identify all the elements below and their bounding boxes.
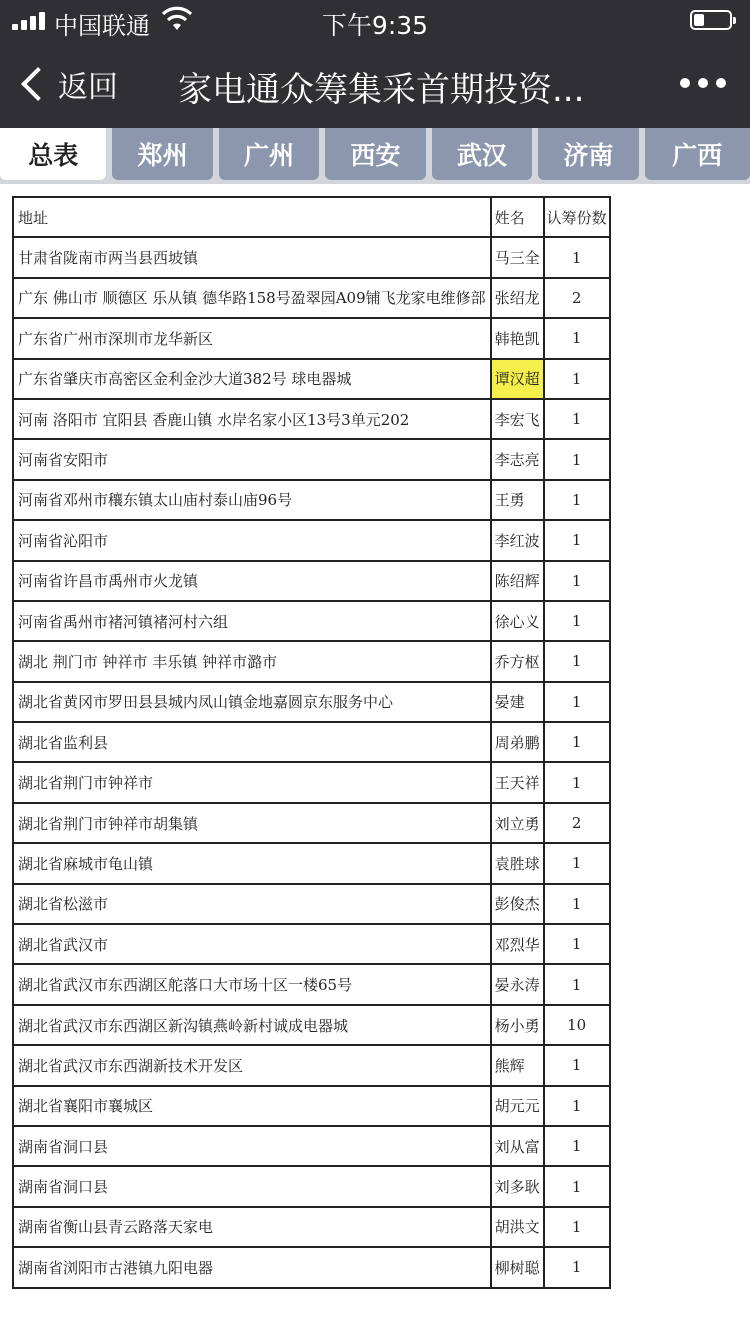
table-row (13, 682, 610, 722)
shares-cell[interactable]: 1 (544, 1207, 610, 1247)
shares-cell[interactable]: 1 (544, 722, 610, 762)
name-cell[interactable]: 晏建 (491, 682, 544, 722)
table-header-row (13, 197, 610, 237)
table-row (13, 520, 610, 560)
shares-cell[interactable]: 1 (544, 843, 610, 883)
name-cell[interactable]: 胡元元 (491, 1086, 544, 1126)
shares-cell[interactable]: 1 (544, 924, 610, 964)
back-button[interactable] (18, 60, 118, 108)
shares-cell[interactable]: 1 (544, 480, 610, 520)
name-cell[interactable]: 谭汉超 (491, 359, 544, 399)
table-row (13, 964, 610, 1004)
shares-cell[interactable]: 1 (544, 1045, 610, 1085)
address-cell[interactable]: 湖南省浏阳市古港镇九阳电器 (13, 1247, 491, 1287)
address-cell[interactable]: 湖南省洞口县 (13, 1126, 491, 1166)
table-row (13, 843, 610, 883)
spreadsheet[interactable] (12, 196, 611, 1289)
name-cell[interactable]: 熊辉 (491, 1045, 544, 1085)
address-cell[interactable]: 河南省许昌市禹州市火龙镇 (13, 561, 491, 601)
address-cell[interactable]: 河南省禹州市褚河镇褚河村六组 (13, 601, 491, 641)
address-cell[interactable]: 湖北省荆门市钟祥市 (13, 762, 491, 802)
name-cell[interactable]: 李志亮 (491, 439, 544, 479)
address-cell[interactable]: 湖北省黄冈市罗田县县城内凤山镇金地嘉圆京东服务中心 (13, 682, 491, 722)
status-time: 下午9:35 (321, 11, 429, 40)
table-row (13, 884, 610, 924)
address-cell[interactable]: 湖南省衡山县青云路落天家电 (13, 1207, 491, 1247)
name-cell[interactable]: 刘多耿 (491, 1166, 544, 1206)
name-cell[interactable]: 韩艳凯 (491, 318, 544, 358)
shares-cell[interactable]: 1 (544, 520, 610, 560)
address-cell[interactable]: 湖北省武汉市东西湖区新沟镇燕岭新村诚成电器城 (13, 1005, 491, 1045)
shares-cell[interactable]: 1 (544, 1086, 610, 1126)
shares-cell[interactable]: 1 (544, 641, 610, 681)
address-cell[interactable]: 湖北省监利县 (13, 722, 491, 762)
address-cell[interactable]: 河南 洛阳市 宜阳县 香鹿山镇 水岸名家小区13号3单元202 (13, 399, 491, 439)
table-row (13, 641, 610, 681)
address-cell[interactable]: 河南省沁阳市 (13, 520, 491, 560)
shares-cell[interactable]: 1 (544, 359, 610, 399)
shares-cell[interactable]: 1 (544, 1126, 610, 1166)
status-bar (0, 0, 750, 40)
name-cell[interactable]: 徐心义 (491, 601, 544, 641)
page-title: 家电通众筹集采首期投资... (178, 70, 585, 110)
address-cell[interactable]: 湖北省武汉市东西湖新技术开发区 (13, 1045, 491, 1085)
shares-cell[interactable]: 1 (544, 318, 610, 358)
tab-xian[interactable]: 西安 (325, 128, 425, 180)
shares-cell[interactable]: 1 (544, 682, 610, 722)
top-bar (0, 0, 750, 128)
name-cell[interactable]: 马三全 (491, 237, 544, 277)
table-row (13, 1247, 610, 1287)
chevron-left-icon (21, 67, 55, 101)
table-row (13, 1005, 610, 1045)
table-row (13, 439, 610, 479)
address-cell[interactable]: 甘肃省陇南市两当县西坡镇 (13, 237, 491, 277)
tab-zhengzhou[interactable]: 郑州 (112, 128, 212, 180)
header-name[interactable]: 姓名 (491, 197, 544, 237)
address-cell[interactable]: 湖北省荆门市钟祥市胡集镇 (13, 803, 491, 843)
name-cell[interactable]: 袁胜球 (491, 843, 544, 883)
more-icon[interactable] (680, 78, 726, 88)
shares-cell[interactable]: 1 (544, 439, 610, 479)
table-row (13, 1086, 610, 1126)
name-cell[interactable]: 陈绍辉 (491, 561, 544, 601)
address-cell[interactable]: 湖南省洞口县 (13, 1166, 491, 1206)
shares-cell[interactable]: 1 (544, 1247, 610, 1287)
address-cell[interactable]: 广东省广州市深圳市龙华新区 (13, 318, 491, 358)
table-row (13, 1207, 610, 1247)
name-cell[interactable]: 邓烈华 (491, 924, 544, 964)
name-cell[interactable]: 胡洪文 (491, 1207, 544, 1247)
table-row (13, 1045, 610, 1085)
address-cell[interactable]: 湖北省麻城市龟山镇 (13, 843, 491, 883)
table-row (13, 1166, 610, 1206)
name-cell[interactable]: 杨小勇 (491, 1005, 544, 1045)
name-cell[interactable]: 王天祥 (491, 762, 544, 802)
address-cell[interactable]: 湖北省武汉市 (13, 924, 491, 964)
table-row (13, 762, 610, 802)
table-row (13, 359, 610, 399)
name-cell[interactable]: 王勇 (491, 480, 544, 520)
tab-wuhan[interactable]: 武汉 (432, 128, 532, 180)
name-cell[interactable]: 刘立勇 (491, 803, 544, 843)
table-row (13, 924, 610, 964)
tab-guangxi[interactable]: 广西 (645, 128, 750, 180)
shares-cell[interactable]: 1 (544, 601, 610, 641)
address-cell[interactable]: 湖北省武汉市东西湖区舵落口大市场十区一楼65号 (13, 964, 491, 1004)
table-row (13, 561, 610, 601)
tab-jinan[interactable]: 济南 (538, 128, 638, 180)
back-label: 返回 (58, 70, 118, 105)
address-cell[interactable]: 河南省安阳市 (13, 439, 491, 479)
data-table (12, 196, 611, 1289)
table-row (13, 803, 610, 843)
tab-summary[interactable]: 总表 (0, 128, 106, 180)
shares-cell[interactable]: 1 (544, 399, 610, 439)
shares-cell[interactable]: 1 (544, 1166, 610, 1206)
name-cell[interactable]: 彭俊杰 (491, 884, 544, 924)
address-cell[interactable]: 湖北省襄阳市襄城区 (13, 1086, 491, 1126)
name-cell[interactable]: 柳树聪 (491, 1247, 544, 1287)
carrier-name: 中国联通 (54, 12, 150, 40)
name-cell[interactable]: 周弟鹏 (491, 722, 544, 762)
battery-icon (690, 10, 732, 30)
shares-cell[interactable]: 1 (544, 762, 610, 802)
header-shares[interactable]: 认筹份数 (544, 197, 610, 237)
shares-cell[interactable]: 1 (544, 237, 610, 277)
name-cell[interactable]: 李宏飞 (491, 399, 544, 439)
tab-guangzhou[interactable]: 广州 (219, 128, 319, 180)
table-row (13, 722, 610, 762)
shares-cell[interactable]: 1 (544, 964, 610, 1004)
name-cell[interactable]: 晏永涛 (491, 964, 544, 1004)
nav-bar (0, 40, 750, 128)
name-cell[interactable]: 刘从富 (491, 1126, 544, 1166)
shares-cell[interactable]: 1 (544, 561, 610, 601)
shares-cell[interactable]: 2 (544, 803, 610, 843)
table-row (13, 1126, 610, 1166)
name-cell[interactable]: 乔方枢 (491, 641, 544, 681)
address-cell[interactable]: 湖北省松滋市 (13, 884, 491, 924)
table-row (13, 399, 610, 439)
address-cell[interactable]: 湖北 荆门市 钟祥市 丰乐镇 钟祥市潞市 (13, 641, 491, 681)
header-address[interactable]: 地址 (13, 197, 491, 237)
table-row (13, 601, 610, 641)
shares-cell[interactable]: 1 (544, 884, 610, 924)
sheet-tabs (0, 128, 750, 184)
table-row (13, 237, 610, 277)
table-row (13, 318, 610, 358)
table-row (13, 480, 610, 520)
name-cell[interactable]: 李红波 (491, 520, 544, 560)
shares-cell[interactable]: 2 (544, 278, 610, 318)
name-cell[interactable]: 张绍龙 (491, 278, 544, 318)
address-cell[interactable]: 河南省邓州市穰东镇太山庙村泰山庙96号 (13, 480, 491, 520)
address-cell[interactable]: 广东 佛山市 顺德区 乐从镇 德华路158号盈翠园A09铺飞龙家电维修部 (13, 278, 491, 318)
table-row (13, 278, 610, 318)
address-cell[interactable]: 广东省肇庆市高密区金利金沙大道382号 球电器城 (13, 359, 491, 399)
shares-cell[interactable]: 10 (544, 1005, 610, 1045)
